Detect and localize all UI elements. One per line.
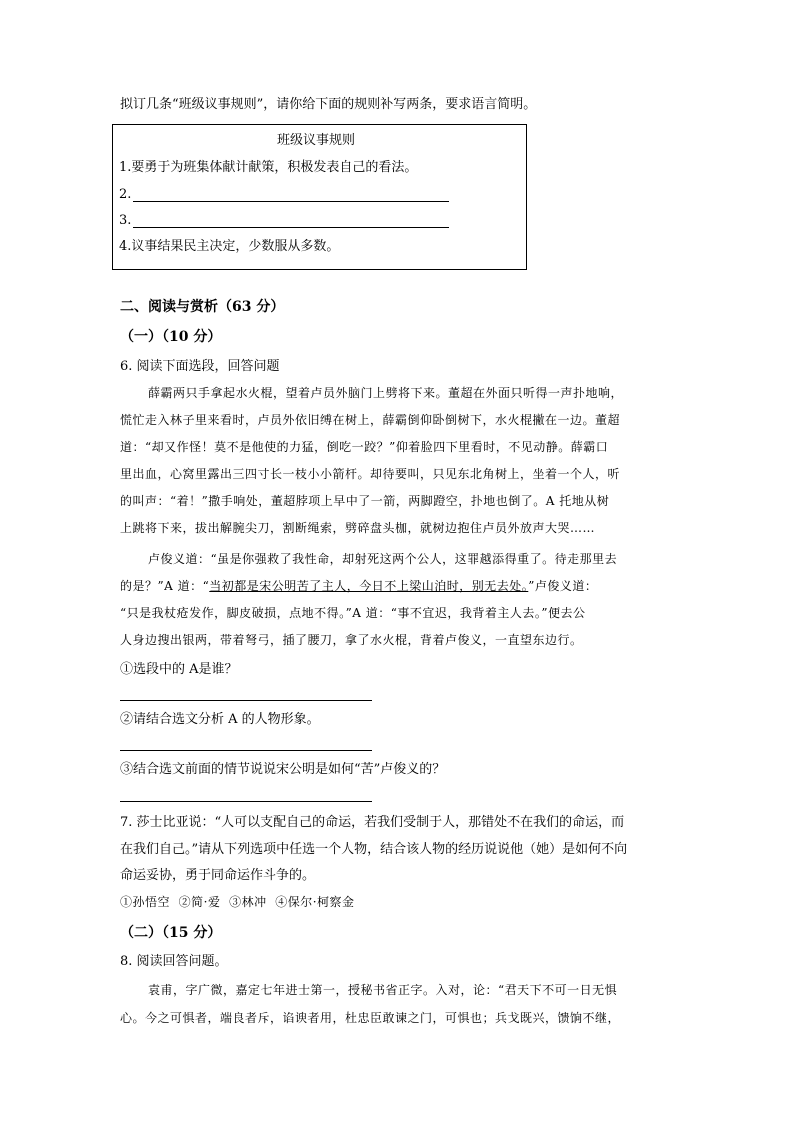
q7-line1: 7. 莎士比亚说：“人可以支配自己的命运，若我们受制于人，那错处不在我们的命运，而 [120,815,625,830]
q6-para1-line4: 里出血，心窝里露出三四寸长一枝小小箭杆。却待要叫，只见东北角树上，坐着一个人，听 [120,467,621,481]
q6-para1-line5: 的叫声：“着！”撒手响处，董超脖项上早中了一箭，两脚蹬空，扑地也倒了。A 托地从树 [120,494,610,508]
q6-sub1-answer-line[interactable] [120,700,372,701]
rule-3-blank-line[interactable] [133,227,449,228]
q7-line3: 命运妥协，勇于同命运作斗争的。 [120,868,316,883]
rule-3-number: 3. [119,213,132,228]
rule-2-blank-line[interactable] [133,201,449,202]
q6-para2-line3: “只是我杖疮发作，脚皮破损，点地不得。”A 道：“事不宜迟，我背着主人去。”便去公 [120,606,586,620]
rules-box-title: 班级议事规则 [277,133,356,148]
q6-para1-line3: 道：“却又作怪！莫不是他使的力猛，倒吃一跤？”仰着脸四下里看时，不见动静。薛霸口 [120,440,609,454]
q6-para2-line2 [120,576,597,596]
q8-line1: 袁甫，字广微，嘉定七年进士第一，授秘书省正字。入对，论：“君天下不可一日无惧 [148,983,618,997]
q6-sub2: ②请结合选文分析 A 的人物形象。 [120,712,320,727]
q6-para1-line2: 慌忙走入林子里来看时，卢员外依旧缚在树上，薛霸倒仰卧倒树下，水火棍撇在一边。董超 [120,413,621,427]
part-1-heading [120,326,221,346]
q8-line2: 心。今之可惧者，端良者斥，谄谀者用，杜忠臣敢谏之门，可惧也；兵戈既兴，馈饷不继， [120,1011,621,1025]
rule-1: 1.要勇于为班集体献计献策，积极发表自己的看法。 [119,160,418,175]
q6-para2-line1: 卢俊义道：“虽是你强救了我性命，却射死这两个公人，这罪越添得重了。待走那里去 [148,552,618,566]
q6-para2-line2-end: ”卢俊义道： [528,579,598,593]
part-2-heading [120,922,221,942]
q6-sub2-answer-line[interactable] [120,750,372,751]
section-heading [120,296,284,316]
rule-4: 4.议事结果民主决定，少数服从多数。 [119,239,340,254]
part-2-heading-text: （二）（15 分） [120,925,222,941]
q8-prompt: 8. 阅读回答问题。 [120,954,228,969]
q6-underlined-quote: 当初都是宋公明苦了主人，今日不上梁山泊时，别无去处。 [209,579,529,593]
part-1-heading-text: （一）（10 分） [120,329,222,345]
q6-sub1: ①选段中的 A是谁？ [120,662,238,677]
intro-text: 拟订几条“班级议事规则”，请你给下面的规则补写两条，要求语言简明。 [120,97,537,112]
q6-sub3: ③结合选文前面的情节说说宋公明是如何“苦”卢俊义的？ [120,762,446,777]
q6-para2-line2-start: 的是？”A 道：“ [120,579,210,593]
rules-box [112,124,527,270]
q7-options: ①孙悟空 ②简·爱 ③林冲 ④保尔·柯察金 [120,895,355,909]
q6-prompt: 6. 阅读下面选段，回答问题 [120,359,280,374]
q6-para1-line1: 薛霸两只手拿起水火棍，望着卢员外脑门上劈将下来。董超在外面只听得一声扑地响， [148,386,624,400]
q7-line2: 在我们自己。”请从下列选项中任选一个人物，结合该人物的经历说说他（她）是如何不向 [120,842,628,857]
q6-sub3-answer-line[interactable] [120,801,372,802]
section-heading-text: 二、阅读与赏析（63 分） [120,299,285,315]
q6-para1-line6: 上跳将下来，拔出解腕尖刀，割断绳索，劈碎盘头枷，就树边抱住卢员外放声大哭…… [120,521,596,535]
q6-para2-line4: 人身边搜出银两，带着弩弓，插了腰刀，拿了水火棍，背着卢俊义，一直望东边行。 [120,633,583,647]
rule-2-number: 2. [119,187,132,202]
